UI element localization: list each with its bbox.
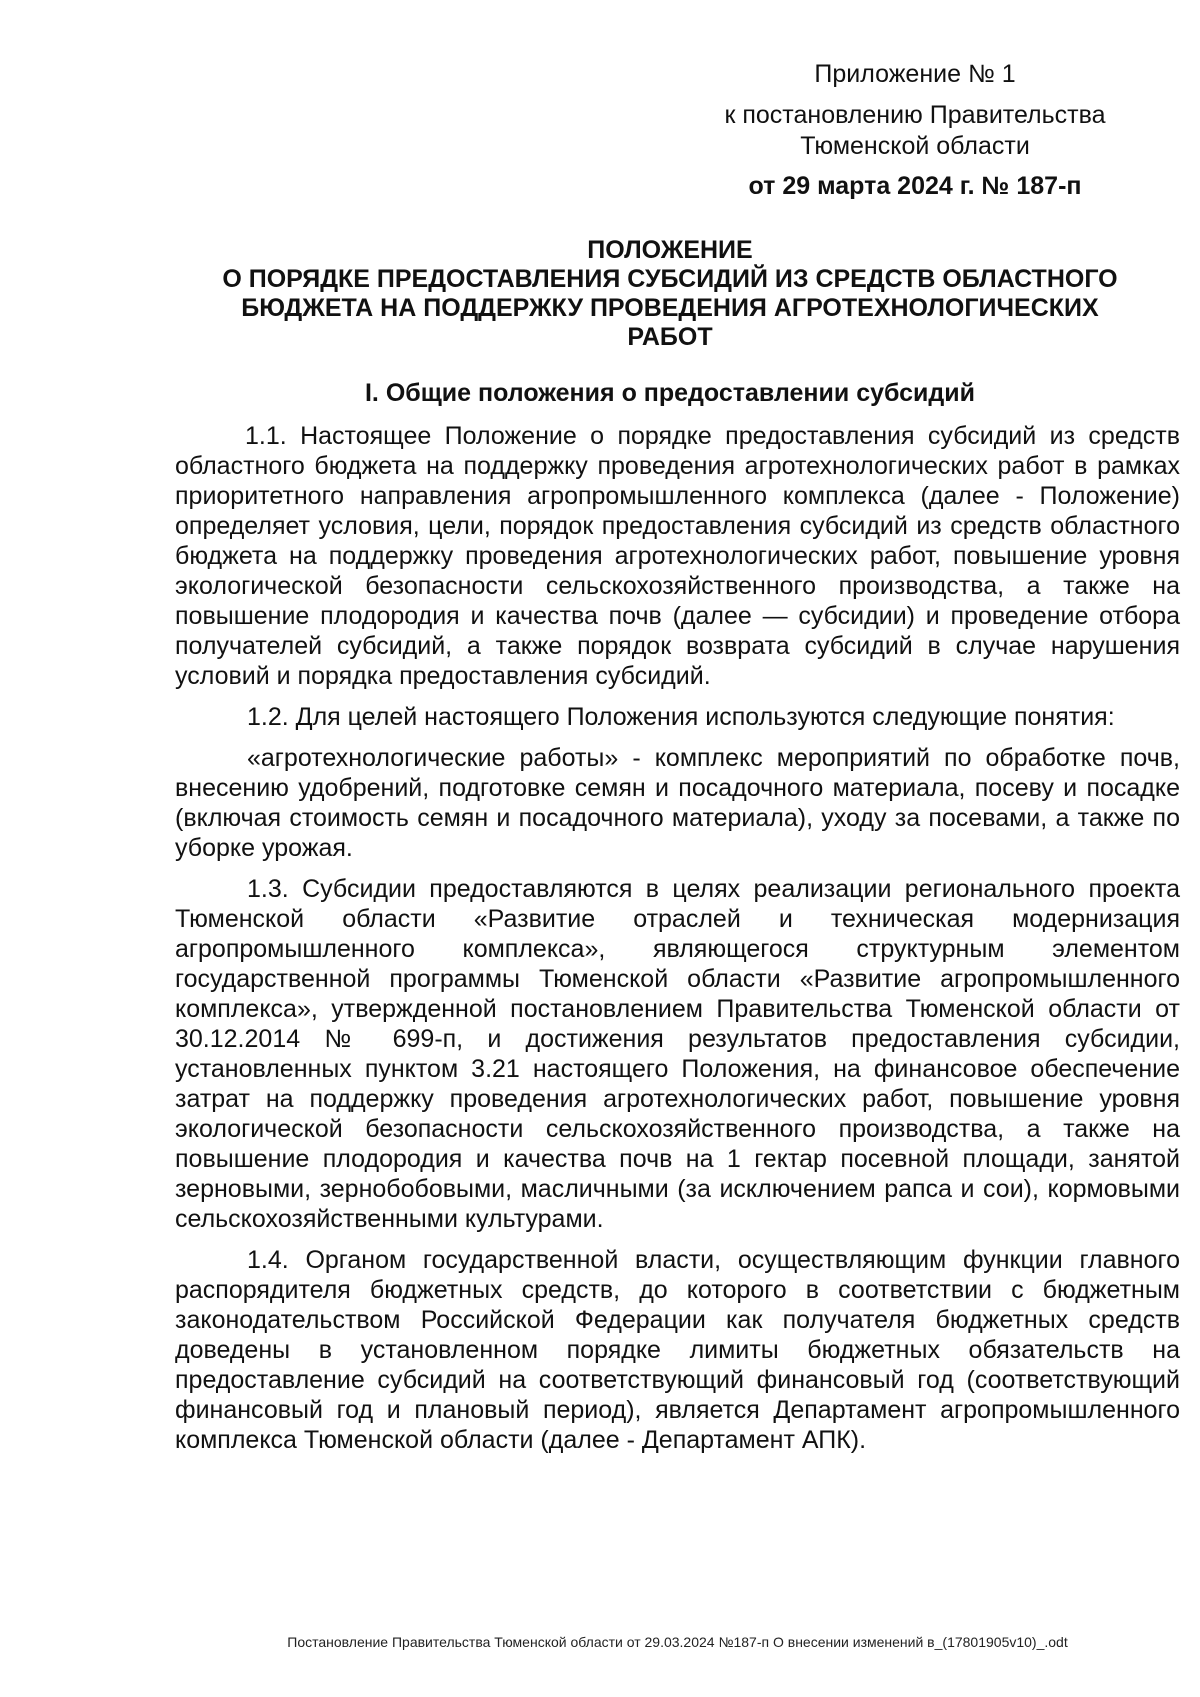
paragraph-1-1: 1.1. Настоящее Положение о порядке предоставления субсидий из средств областного бюджета на поддержку проведения агротехнологических работ в рамках приоритетного направления агропромышленного комплекса (далее - Положение) определяет условия, цели, порядок предоставления субсидий из средств областного бюджета на поддержку проведения агротехнологических работ, повышение уровня экологической безопасности сельскохозяйственного производства, а также на повышение плодородия и качества почв (далее — субсидии) и проведение отбора получателей субсидий, а также порядок возврата субсидий в случае нарушения условий и порядка предоставления субсидий. (175, 422, 1180, 690)
document-title (160, 236, 1180, 352)
title-line-2: О ПОРЯДКЕ ПРЕДОСТАВЛЕНИЯ СУБСИДИЙ ИЗ СРЕДСТВ ОБЛАСТНОГО (222, 265, 1118, 293)
appendix-reference-line-2: Тюменской области (800, 132, 1030, 160)
title-line-1: ПОЛОЖЕНИЕ (587, 236, 753, 264)
appendix-reference (700, 100, 1130, 162)
title-line-3: БЮДЖЕТА НА ПОДДЕРЖКУ ПРОВЕДЕНИЯ АГРОТЕХНОЛОГИЧЕСКИХ (241, 294, 1099, 322)
paragraph-1-3: 1.3. Субсидии предоставляются в целях реализации регионального проекта Тюменской области «Развитие отраслей и техническая модернизация агропромышленного комплекса», являющегося структурным элементом государственной программы Тюменской области «Развитие агропромышленного комплекса», утвержденной постановлением Правительства Тюменской области от 30.12.2014 № 699-п, и достижения результатов предоставления субсидии, установленных пунктом 3.21 настоящего Положения, на финансовое обеспечение затрат на поддержку проведения агротехнологических работ, повышение уровня экологической безопасности сельскохозяйственного производства, а также на повышение плодородия и качества почв на 1 гектар посевной площади, занятой зерновыми, зернобобовыми, масличными (за исключением рапса и сои), кормовыми сельскохозяйственными культурами. (175, 875, 1180, 1233)
paragraph-1-2-definition: «агротехнологические работы» - комплекс мероприятий по обработке почв, внесению удобрений, подготовке семян и посадочного материала, посеву и посадке (включая стоимость семян и посадочного материала), уходу за посевами, а также по уборке урожая. (175, 744, 1180, 862)
paragraph-1-2: 1.2. Для целей настоящего Положения используются следующие понятия: (247, 703, 1115, 731)
section-heading: I. Общие положения о предоставлении субсидий (364, 379, 975, 407)
paragraph-1-4: 1.4. Органом государственной власти, осуществляющим функции главного распорядителя бюджетных средств, до которого в соответствии с бюджетным законодательством Российской Федерации как получателя бюджетных средств доведены в установленном порядке лимиты бюджетных обязательств на предоставление субсидий на соответствующий финансовый год (соответствующий финансовый год и плановый период), является Департамент агропромышленного комплекса Тюменской области (далее - Департамент АПК). (175, 1246, 1180, 1454)
appendix-reference-line-1: к постановлению Правительства (724, 101, 1106, 129)
document-body (175, 421, 1180, 1466)
appendix-number: Приложение № 1 (814, 60, 1016, 88)
title-line-4: РАБОТ (627, 323, 713, 351)
page-footer: Постановление Правительства Тюменской области от 29.03.2024 №187-п О внесении изменений в_(17801905v10)_.odt (287, 1634, 1068, 1650)
appendix-date: от 29 марта 2024 г. № 187-п (748, 172, 1082, 200)
